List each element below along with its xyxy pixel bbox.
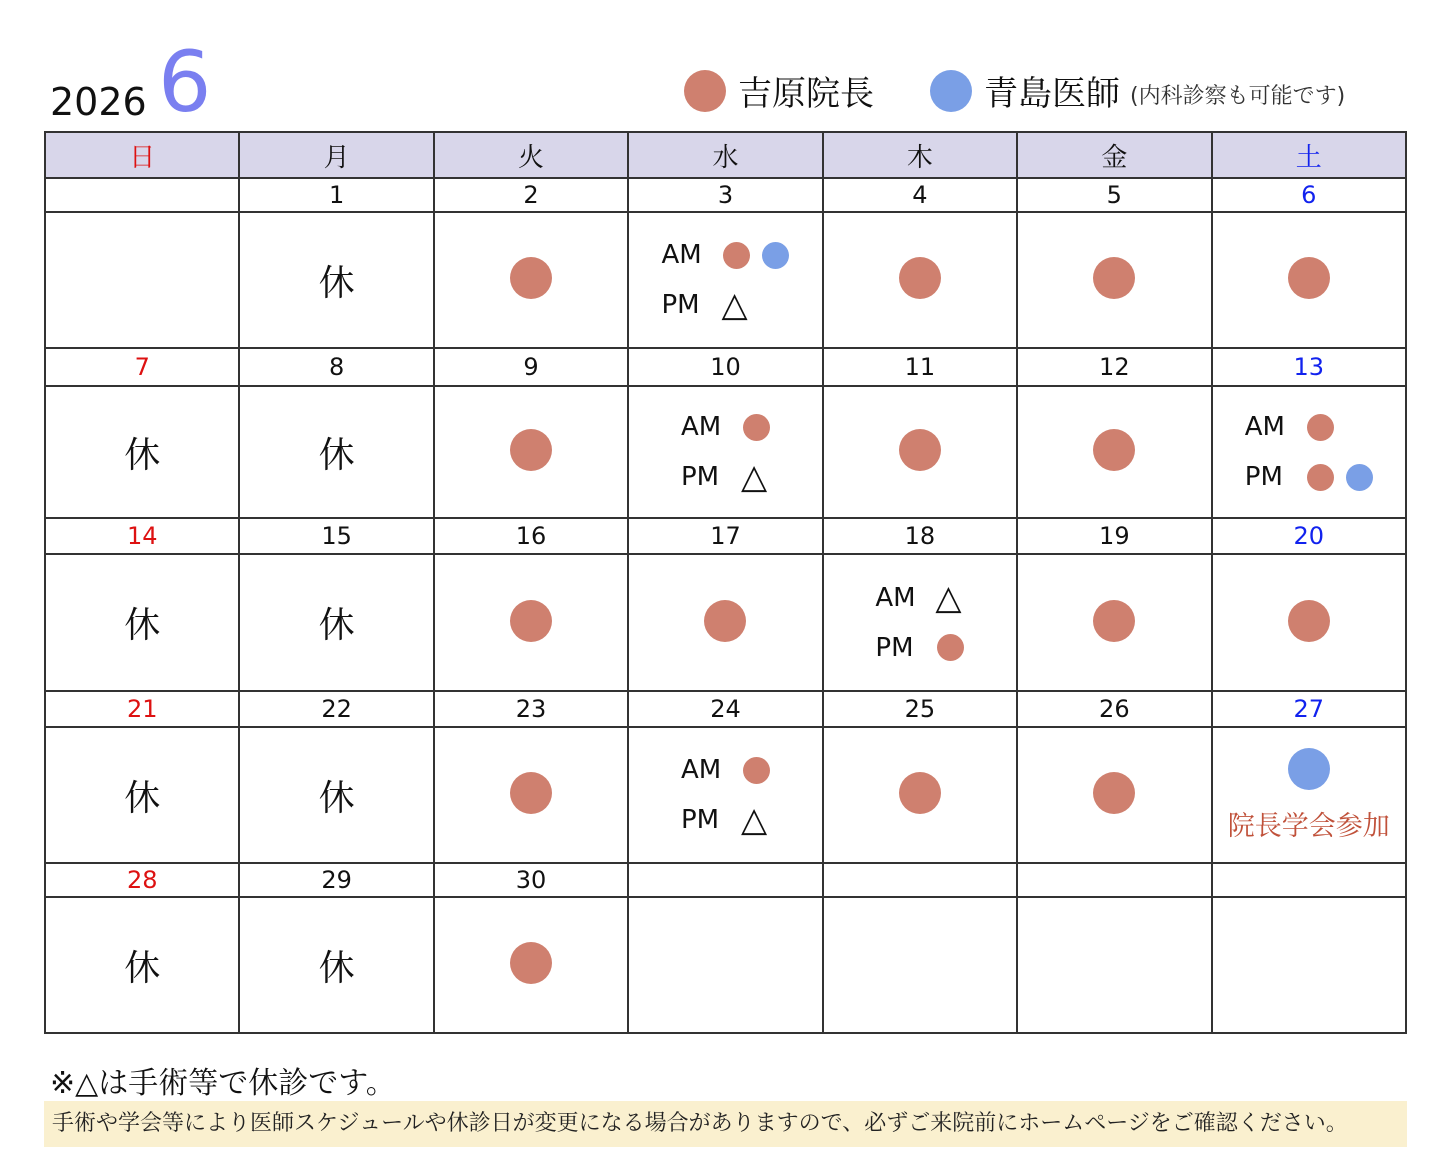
schedule-cell — [823, 212, 1017, 348]
date-row — [45, 691, 1406, 727]
pm-row — [1245, 452, 1373, 502]
schedule-cell — [1212, 212, 1406, 348]
schedule-cell — [434, 212, 628, 348]
aoshima-small-dot-icon — [1346, 464, 1373, 491]
session-label: PM — [875, 632, 914, 663]
conference-note: 院長学会参加 — [1227, 810, 1390, 842]
weekday-tue: 火 — [434, 132, 628, 178]
closed-label: 休 — [318, 434, 355, 476]
yoshihara-dot-icon — [1093, 600, 1135, 642]
yoshihara-dot-icon — [510, 429, 552, 471]
yoshihara-small-dot-icon — [743, 757, 770, 784]
date-row — [45, 178, 1406, 212]
schedule-cell — [1212, 386, 1406, 518]
schedule-row — [45, 554, 1406, 691]
closed-label: 休 — [318, 262, 355, 304]
weekday-header-row — [45, 132, 1406, 178]
session-label: PM — [680, 462, 720, 492]
weekday-mon: 月 — [239, 132, 433, 178]
date-row — [45, 348, 1406, 386]
date-number — [1017, 863, 1211, 897]
schedule-cell — [434, 386, 628, 518]
date-number: 12 — [1017, 348, 1211, 386]
date-number: 25 — [823, 691, 1017, 727]
yoshihara-dot-icon — [1093, 257, 1135, 299]
yoshihara-small-dot-icon — [1307, 414, 1334, 441]
triangle-icon: △ — [721, 285, 748, 325]
yoshihara-dot-icon — [1288, 257, 1330, 299]
yoshihara-dot-icon — [510, 772, 552, 814]
schedule-cell — [45, 212, 239, 348]
date-number: 10 — [628, 348, 822, 386]
aoshima-dot-icon — [930, 70, 972, 112]
schedule-cell — [1017, 554, 1211, 691]
date-number: 20 — [1212, 518, 1406, 554]
am-row — [681, 745, 770, 795]
schedule-cell — [823, 386, 1017, 518]
yoshihara-dot-icon — [684, 70, 726, 112]
date-row — [45, 518, 1406, 554]
date-number: 30 — [434, 863, 628, 897]
pm-row — [681, 795, 770, 845]
schedule-calendar — [44, 131, 1407, 1034]
schedule-cell — [1017, 386, 1211, 518]
closed-label: 休 — [124, 434, 161, 476]
session-label: AM — [1244, 412, 1285, 442]
schedule-cell — [1017, 212, 1211, 348]
am-pm-schedule — [681, 402, 770, 502]
date-number: 27 — [1212, 691, 1406, 727]
yoshihara-dot-icon — [899, 429, 941, 471]
date-number: 5 — [1017, 178, 1211, 212]
date-number: 26 — [1017, 691, 1211, 727]
schedule-cell — [823, 897, 1017, 1033]
date-number: 1 — [239, 178, 433, 212]
weekday-thu: 木 — [823, 132, 1017, 178]
triangle-icon: △ — [740, 457, 768, 497]
date-number: 13 — [1212, 348, 1406, 386]
schedule-row — [45, 212, 1406, 348]
date-row — [45, 863, 1406, 897]
legend-aoshima — [930, 66, 1345, 115]
closed-label: 休 — [318, 605, 355, 646]
am-row — [875, 573, 964, 623]
legend-aoshima-note: (内科診察も可能です) — [1130, 84, 1346, 109]
closed-label: 休 — [124, 947, 161, 989]
legend-yoshihara — [684, 66, 874, 115]
am-pm-schedule — [661, 230, 789, 330]
yoshihara-dot-icon — [899, 257, 941, 299]
date-number: 28 — [45, 863, 239, 897]
schedule-cell — [239, 554, 433, 691]
yoshihara-dot-icon — [510, 600, 552, 642]
am-row — [1245, 402, 1373, 452]
legend-aoshima-label: 青島医師 — [984, 74, 1120, 114]
pm-row — [661, 280, 789, 330]
schedule-cell — [45, 897, 239, 1033]
aoshima-small-dot-icon — [762, 242, 789, 269]
schedule-cell — [628, 212, 822, 348]
schedule-cell — [239, 727, 433, 863]
weekday-sat: 土 — [1212, 132, 1406, 178]
date-number: 18 — [823, 518, 1017, 554]
am-row — [681, 402, 770, 452]
triangle-footnote: ※△は手術等で休診です。 — [50, 1066, 396, 1101]
year-label: 2026 — [50, 80, 147, 124]
date-number: 14 — [45, 518, 239, 554]
yoshihara-dot-icon — [704, 600, 746, 642]
schedule-cell — [239, 897, 433, 1033]
month-label: 6 — [158, 33, 212, 131]
session-label: AM — [680, 412, 722, 442]
schedule-cell — [239, 386, 433, 518]
session-label: AM — [680, 755, 722, 785]
schedule-cell — [1017, 897, 1211, 1033]
session-label: PM — [1244, 462, 1283, 492]
schedule-cell — [628, 554, 822, 691]
date-number: 15 — [239, 518, 433, 554]
yoshihara-dot-icon — [1288, 600, 1330, 642]
conference-day — [1213, 748, 1405, 843]
yoshihara-small-dot-icon — [1307, 464, 1334, 491]
yoshihara-dot-icon — [899, 772, 941, 814]
schedule-cell — [1212, 727, 1406, 863]
date-number: 21 — [45, 691, 239, 727]
schedule-cell — [434, 897, 628, 1033]
am-pm-schedule — [1245, 402, 1373, 502]
date-number: 6 — [1212, 178, 1406, 212]
schedule-row — [45, 727, 1406, 863]
weekday-wed: 水 — [628, 132, 822, 178]
schedule-cell — [45, 727, 239, 863]
yoshihara-small-dot-icon — [937, 634, 964, 661]
session-label: PM — [680, 805, 720, 835]
date-number: 16 — [434, 518, 628, 554]
schedule-cell — [1212, 897, 1406, 1033]
yoshihara-dot-icon — [1093, 772, 1135, 814]
date-number: 29 — [239, 863, 433, 897]
schedule-cell — [628, 897, 822, 1033]
schedule-cell — [434, 727, 628, 863]
yoshihara-dot-icon — [510, 942, 552, 984]
schedule-cell — [239, 212, 433, 348]
date-number: 8 — [239, 348, 433, 386]
date-number: 7 — [45, 348, 239, 386]
am-pm-schedule — [875, 573, 964, 673]
session-label: PM — [661, 290, 700, 320]
aoshima-dot-icon — [1288, 748, 1330, 790]
date-number: 23 — [434, 691, 628, 727]
yoshihara-dot-icon — [1093, 429, 1135, 471]
schedule-cell — [628, 386, 822, 518]
date-number: 22 — [239, 691, 433, 727]
schedule-cell — [1212, 554, 1406, 691]
date-number: 19 — [1017, 518, 1211, 554]
date-number: 4 — [823, 178, 1017, 212]
pm-row — [875, 623, 964, 673]
am-row — [661, 230, 789, 280]
date-number: 3 — [628, 178, 822, 212]
schedule-cell — [45, 554, 239, 691]
date-number — [45, 178, 239, 212]
schedule-cell — [823, 727, 1017, 863]
closed-label: 休 — [318, 947, 355, 989]
schedule-row — [45, 386, 1406, 518]
legend-yoshihara-label: 吉原院長 — [738, 74, 874, 114]
closed-label: 休 — [124, 605, 161, 646]
yoshihara-small-dot-icon — [723, 242, 750, 269]
schedule-cell — [434, 554, 628, 691]
date-number — [628, 863, 822, 897]
schedule-change-notice: 手術や学会等により医師スケジュールや休診日が変更になる場合がありますので、必ずご来院前にホームページをご確認ください。 — [44, 1101, 1407, 1147]
pm-row — [681, 452, 770, 502]
date-number — [823, 863, 1017, 897]
weekday-fri: 金 — [1017, 132, 1211, 178]
triangle-icon: △ — [935, 577, 962, 618]
yoshihara-dot-icon — [510, 257, 552, 299]
closed-label: 休 — [318, 777, 355, 819]
schedule-cell — [823, 554, 1017, 691]
triangle-icon: △ — [740, 800, 768, 840]
schedule-cell — [1017, 727, 1211, 863]
schedule-cell — [45, 386, 239, 518]
session-label: AM — [661, 240, 702, 270]
schedule-cell — [628, 727, 822, 863]
schedule-row — [45, 897, 1406, 1033]
date-number: 17 — [628, 518, 822, 554]
date-number: 24 — [628, 691, 822, 727]
weekday-sun: 日 — [45, 132, 239, 178]
date-number: 2 — [434, 178, 628, 212]
closed-label: 休 — [124, 777, 161, 819]
yoshihara-small-dot-icon — [743, 414, 770, 441]
date-number — [1212, 863, 1406, 897]
date-number: 9 — [434, 348, 628, 386]
am-pm-schedule — [681, 745, 770, 845]
session-label: AM — [875, 582, 916, 613]
date-number: 11 — [823, 348, 1017, 386]
